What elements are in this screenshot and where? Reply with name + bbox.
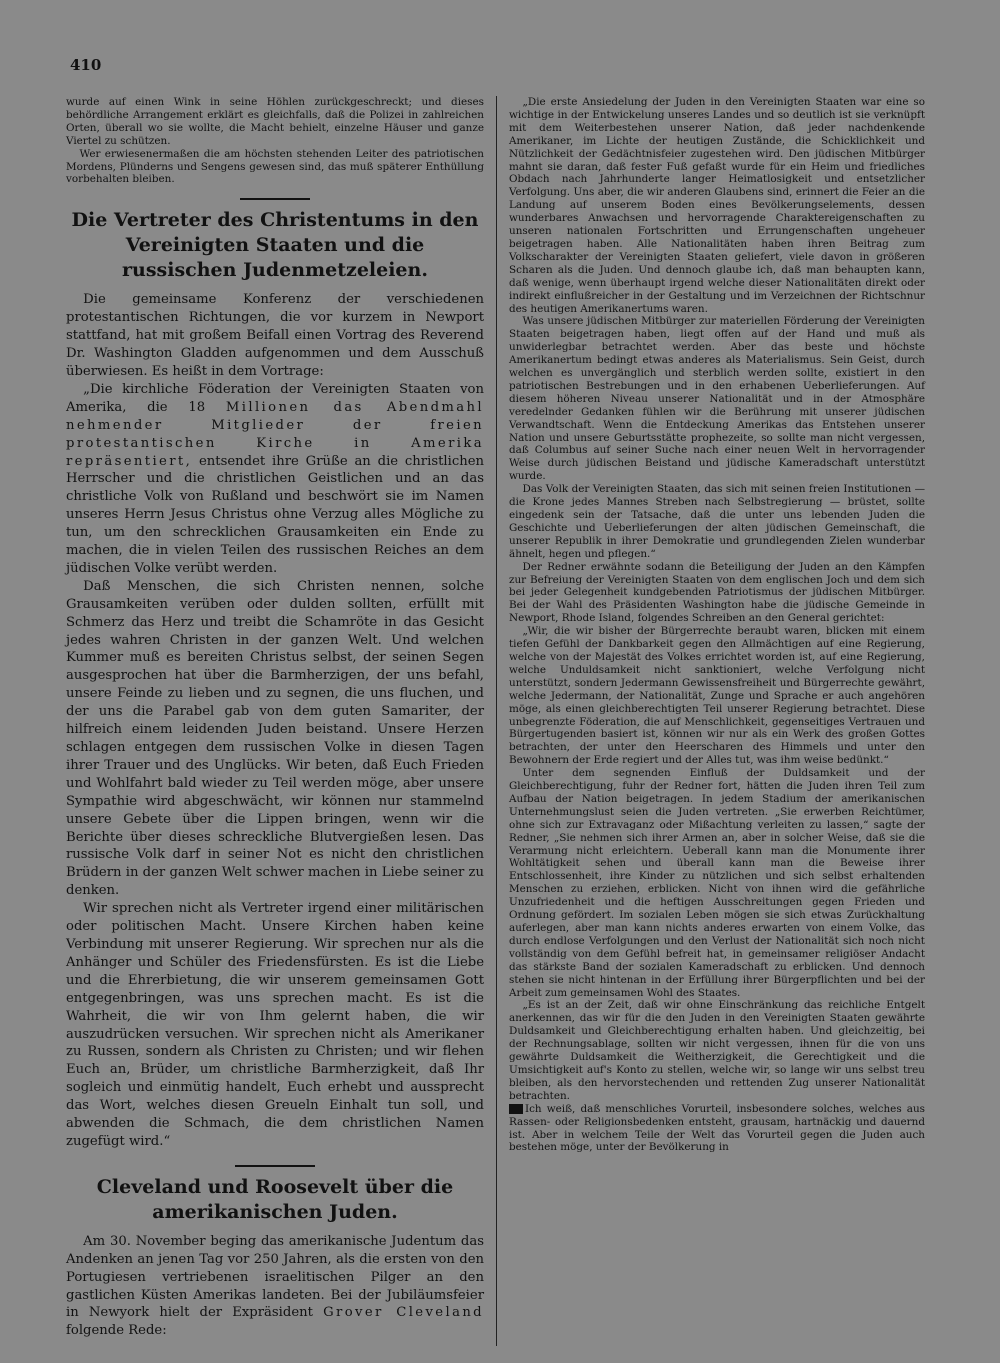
section-rule bbox=[235, 1165, 315, 1167]
page-number: 410 bbox=[70, 56, 102, 74]
paragraph: wurde auf einen Wink in seine Höhlen zurückgeschreckt; und dieses behördliche Arrangement erklärt es gleichfalls, daß die Polizei in zahlreichen Orten, überall wo sie wollte, die Macht behielt, einzelne Häuser und ganze Viertel zu schützen. bbox=[66, 96, 484, 147]
section-rule bbox=[240, 198, 310, 200]
quote-start: „Die kirchliche Föderation der Vereinigten Staaten von Amerika, die 18 bbox=[66, 381, 484, 415]
paragraph: „Die erste Ansiedelung der Juden in den Vereinigten Staaten war eine so wichtige in der Entwickelung unseres Landes und so deutlich ist sie verknüpft mit dem Weiterbestehen unserer Nation, daß jeder nachdenkende Amerikaner, im Lichte der heutigen Zustände, die Schicklichkeit und Nützlichkeit der Gedächtnisfeier zugestehen wird. Den jüdischen Mitbürger mahnt sie daran, daß fester Fuß gefaßt wurde für ein Heim und friedliches Obdach nach Jahrhunderte langer Heimatlosigkeit und entsetzlicher Verfolgung. Uns aber, die wir anderen Glaubens sind, erinnert die Feier an die Landung auf unserem Boden eines Bevölkerungselements, dessen wunderbares Anwachsen und hervorragende Charaktereigenschaften zu unseren nationalen Fortschritten und Errungenschaften ungeheuer beigetragen haben. Alle Nationalitäten haben ihren Beitrag zum Volkscharakter der Vereinigten Staaten geliefert, viele davon in größeren Scharen als die Juden. Und dennoch glaube ich, daß man behaupten kann, daß wenige, wenn überhaupt irgend welche dieser Nationalitäten direkt oder indirekt einflußreicher in der Gestaltung und im Verzeichnen der Richtschnur des heutigen Amerikanertums waren. bbox=[509, 96, 925, 315]
paragraph: Was unsere jüdischen Mitbürger zur materiellen Förderung der Vereinigten Staaten beigetragen haben, liegt offen auf der Hand und muß als unwiderlegbar betrachtet werden. Aber das beste und höchste Amerikanertum bedingt etwas anderes als Materialismus. Sein Geist, durch welchen es unvergänglich und sterblich werden sollte, existiert in den patriotischen Bestrebungen und in den erhabenen Ueberlieferungen. Auf diesem höheren Niveau unserer Nationalität und in der Atmosphäre veredelnder Gedanken fühlen wir die Berührung mit unserer jüdischen Verwandtschaft. Wenn die Entdeckung Amerikas das Entstehen unserer Nation und unsere Geburtsstätte prophezeite, so sollte man nicht vergessen, daß Columbus auf seiner Suche nach einer neuen Welt in hervorragender Weise durch jüdischen Beistand und jüdische Kameradschaft unterstützt wurde. bbox=[509, 315, 925, 483]
article-body bbox=[66, 1233, 484, 1340]
article-heading: Cleveland und Roosevelt über die amerikanischen Juden. bbox=[96, 1175, 454, 1223]
paragraph: Wer erwiesenermaßen die am höchsten stehenden Leiter des patriotischen Mordens, Plünderns und Sengens gewesen sind, das muß späterer Enthüllung vorbehalten bleiben. bbox=[66, 147, 484, 186]
text-run: Ich weiß, daß menschliches Vorurteil, insbesondere solches, welches aus Rassen- oder Religionsbedenken entsteht, grausam, hartnäckig und dauernd ist. Aber in welchem Teile der Welt das Vorurteil gegen die Juden auch bestehen möge, unter der Bevölkerung in bbox=[509, 1102, 925, 1154]
text-run: folgende Rede: bbox=[66, 1323, 167, 1339]
article-heading: Die Vertreter des Christentums in den Vereinigten Staaten und die russischen Judenmetzeleien. bbox=[71, 209, 479, 282]
right-column bbox=[509, 96, 925, 1154]
text-run: Am 30. November beging das amerikanische Judentum das Andenken an jenen Tag vor 250 Jahren, als die ersten von den Portugiesen vertriebenen israelitischen Pilger an den gastlichen Küsten Amerikas landeten. Bei der Jubiläumsfeier in Newyork hielt der Expräsident bbox=[66, 1233, 484, 1321]
paragraph: Der Redner erwähnte sodann die Beteiligung der Juden an den Kämpfen zur Befreiung der Vereinigten Staaten von dem englischen Joch und dem sich bei jeder Gelegenheit kundgebenden Patriotismus der jüdischen Mitbürger. Bei der Wahl des Präsidenten Washington habe die jüdische Gemeinde in Newport, Rhode Island, folgendes Schreiben an den General gerichtet: bbox=[509, 560, 925, 625]
paragraph: Unter dem segnenden Einfluß der Duldsamkeit und der Gleichberechtigung, fuhr der Redner fort, hätten die Juden ihren Teil zum Aufbau der Nation beigetragen. In jedem Stadium der amerikanischen Unternehmungslust seien die Juden vertreten. „Sie erwerben Reichtümer, ohne sich zur Extravaganz oder Mißachtung verleiten zu lassen,“ sagte der Redner, „Sie nehmen sich ihrer Armen an, aber in solcher Weise, daß sie die Verarmung nicht erleichtern. Ueberall kann man die Monumente ihrer Wohltätigkeit sehen und überall kann man die Beweise ihrer Entschlossenheit, ihre Kinder zu nützlichen und sich selbst erhaltenden Menschen zu erziehen, erblicken. Nicht von ihnen wird die gefährliche Unzufriedenheit und die heftigen Ausschreitungen gegen Frieden und Ordnung gefördert. Im sozialen Leben mögen sie sich etwas Zurückhaltung auferlegen, aber man kann nichts anderes erwarten von einem Volke, das durch endlose Verfolgungen und den Verlust der Nationalität sich noch nicht vollständig von dem Gefühl befreit hat, in gemeinsamer religiöser Andacht das stärkste Band der sozialen Kameradschaft zu erblicken. Und dennoch stehen sie nicht hintenan in der Erfüllung ihrer Bürgerpflichten und bei der Arbeit zum gemeinsamen Wohl des Staates. bbox=[509, 767, 925, 999]
paragraph: „Wir, die wir bisher der Bürgerrechte beraubt waren, blicken mit einem tiefen Gefühl der Dankbarkeit gegen den Allmächtigen auf eine Regierung, welche von der Majestät des Volkes errichtet worden ist, auf eine Regierung, welche Unduldsamkeit nicht sanktioniert, welche Verfolgung nicht unterstützt, sondern Jedermann Gewissensfreiheit und Bürgerrechte gewährt, welche Jedermann, der Nationalität, Zunge und Sprache er auch angehören möge, als einen gleichberechtigten Teil unserer Regierung betrachtet. Diese unbegrenzte Föderation, die auf Menschlichkeit, gegenseitiges Vertrauen und Bürgertugenden basiert ist, können wir nur als ein Werk des großen Gottes betrachten, der unter den Heerscharen des Himmels und unter den Bewohnern der Erde regiert und der Alles tut, was ihm weise bedünkt.“ bbox=[509, 625, 925, 767]
paragraph: Das Volk der Vereinigten Staaten, das sich mit seinen freien Institutionen — die Krone jedes Mannes Streben nach Selbstregierung — brüstet, sollte eingedenk sein der Tatsache, daß die unter uns lebenden Juden die Geschichte und Ueberlieferungen der alten jüdischen Gemeinschaft, die unserer Republik in ihrer Demokratie und grundlegenden Zielen wunderbar ähnelt, hegen und pflegen.“ bbox=[509, 483, 925, 560]
spaced-emphasis: Millionen das Abendmahl nehmender Mitglieder der freien protestantischen Kirche in Amerika repräsentiert, bbox=[66, 399, 484, 469]
article-body bbox=[66, 291, 484, 1151]
quote-continued: entsendet ihre Grüße an die christlichen Herrscher und die christlichen Geistlichen und an das christliche Volk von Rußland und beschwört sie im Namen unseres Herrn Jesus Christus ohne Verzug alles Mögliche zu tun, um den schrecklichen Grausamkeiten ein Ende zu machen, die in vielen Teilen des russischen Reiches an dem jüdischen Volke verübt werden. bbox=[66, 453, 484, 576]
paragraph bbox=[509, 1103, 925, 1155]
paragraph bbox=[66, 1233, 484, 1340]
spaced-emphasis: Grover Cleveland bbox=[323, 1305, 485, 1321]
paragraph: Daß Menschen, die sich Christen nennen, solche Grausamkeiten verüben oder dulden sollten, erfüllt mit Schmerz das Herz und treibt die Schamröte in das Gesicht jedes wahren Christen in der ganzen Welt. Und welchen Kummer muß es bereiten Christus selbst, der seinen Segen ausgesprochen hat über die Barmherzigen, der uns befahl, unsere Feinde zu lieben und zu segnen, die uns fluchen, und der uns die Parabel gab von dem guten Samariter, der hilfreich einem leidenden Juden beistand. Unsere Herzen schlagen entgegen dem russischen Volke in diesen Tagen ihrer Trauer und des Unglücks. Wir beten, daß Euch Frieden und Wohlfahrt bald wieder zu Teil werden möge, aber unsere Sympathie wird abgeschwächt, wir können nur stammelnd unsere Gebete über die Lippen bringen, wenn wir die Berichte über dieses schreckliche Blutvergießen lesen. Das russische Volk darf in seiner Not es nicht den christlichen Brüdern in der ganzen Welt schwer machen in Liebe seiner zu denken. bbox=[66, 578, 484, 899]
paragraph bbox=[66, 381, 484, 578]
paragraph: Wir sprechen nicht als Vertreter irgend einer militärischen oder politischen Macht. Unsere Kirchen haben keine Verbindung mit unserer Regierung. Wir sprechen nur als die Anhänger und Schüler des Friedensfürsten. Es ist die Liebe und die Ehrerbietung, die wir unserem gemeinsamen Gott entgegenbringen, was uns sprechen macht. Es ist die Wahrheit, die wir von Ihm gelernt haben, die wir auszudrücken versuchen. Wir sprechen nicht als Amerikaner zu Russen, sondern als Christen zu Christen; und wir flehen Euch an, Brüder, um christliche Barmherzigkeit, daß Ihr sogleich und einmütig handelt, Euch erhebt und aussprecht das Wort, welches diesen Greueln Einhalt tun soll, und abwenden die Schmach, die dem christlichen Namen zugefügt wird.“ bbox=[66, 901, 484, 1149]
paragraph: Die gemeinsame Konferenz der verschiedenen protestantischen Richtungen, die vor kurzem in Newport stattfand, hat mit großem Beifall einen Vortrag des Reverend Dr. Washington Gladden aufgenommen und dem Ausschuß überwiesen. Es heißt in dem Vortrage: bbox=[66, 292, 484, 379]
left-column bbox=[66, 96, 484, 1340]
ink-mark-icon bbox=[509, 1104, 523, 1114]
paragraph: „Es ist an der Zeit, daß wir ohne Einschränkung das reichliche Entgelt anerkennen, das wir für die den Juden in den Vereinigten Staaten gewährte Duldsamkeit und Gleichberechtigung erhalten haben. Und gleichzeitig, bei der Rechnungsablage, sollten wir nicht vergessen, ihnen für die von uns gewährte Duldsamkeit die Weitherzigkeit, die Gerechtigkeit und die Umsichtigkeit auf's Konto zu stellen, welche wir, so lange wir uns selbst treu bleiben, als den hervorstechenden und rettenden Zug unserer Nationalität betrachten. bbox=[509, 999, 925, 1102]
column-divider bbox=[496, 96, 497, 1346]
